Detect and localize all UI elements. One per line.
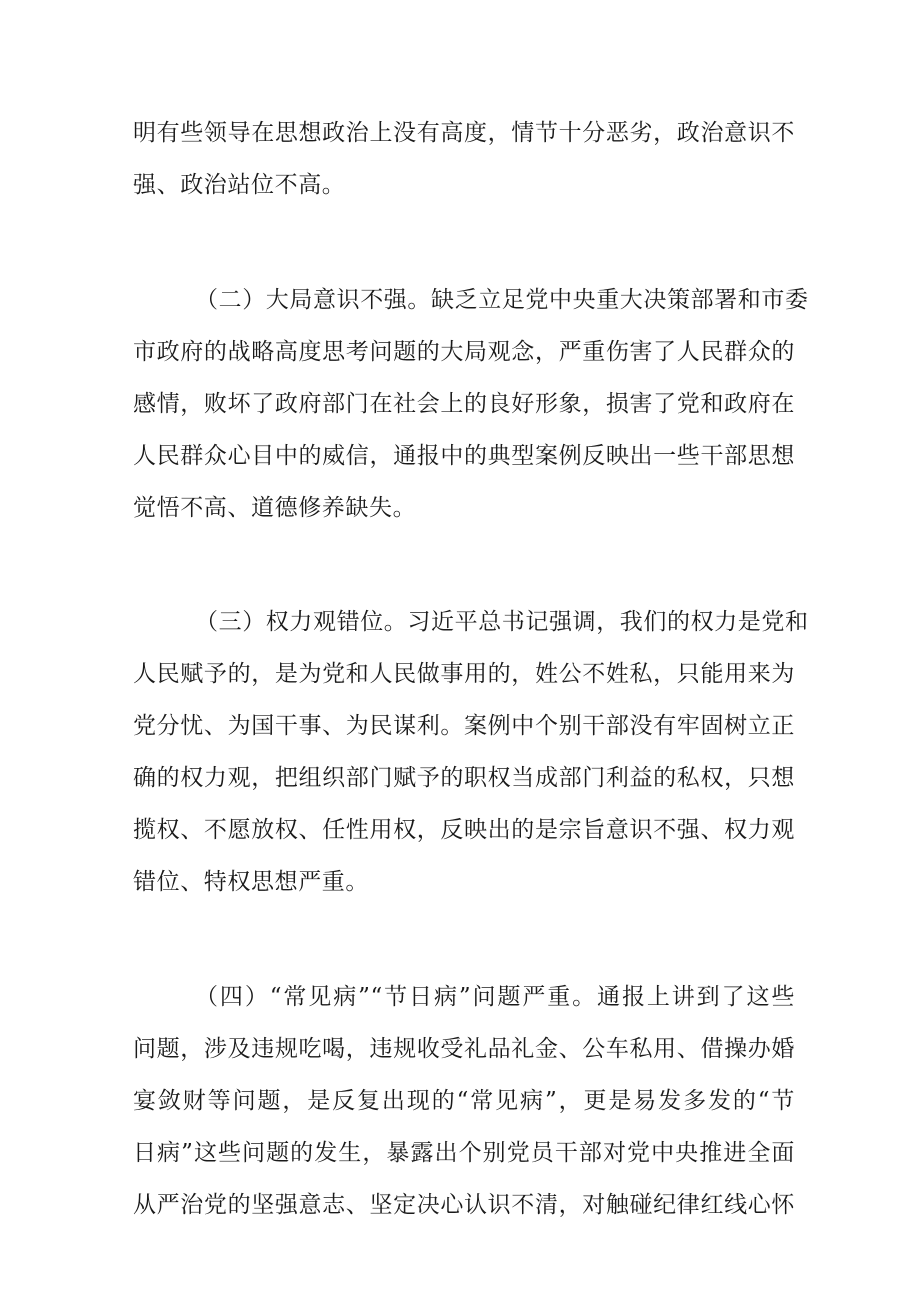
- paragraph-3-line-2: 人民赋予的，是为党和人民做事用的，姓公不姓私，只能用来为: [133, 661, 795, 687]
- paragraph-2-line-5: 觉悟不高、道德修养缺失。: [133, 495, 417, 521]
- paragraph-4-line-1: （四）“常见病”“节日病”问题严重。通报上讲到了这些: [195, 984, 795, 1010]
- paragraph-4-line-4: 日病”这些问题的发生，暴露出个别党员干部对党中央推进全面: [133, 1140, 795, 1166]
- paragraph-1-line-1: 明有些领导在思想政治上没有高度，情节十分恶劣，政治意识不: [133, 120, 795, 146]
- paragraph-3-line-4: 确的权力观，把组织部门赋予的职权当成部门利益的私权，只想: [133, 765, 795, 791]
- paragraph-2-line-3: 感情，败坏了政府部门在社会上的良好形象，损害了党和政府在: [133, 391, 795, 417]
- paragraph-4-line-2: 问题，涉及违规吃喝，违规收受礼品礼金、公车私用、借操办婚: [133, 1036, 795, 1062]
- paragraph-2-line-2: 市政府的战略高度思考问题的大局观念，严重伤害了人民群众的: [133, 339, 795, 365]
- paragraph-3-line-5: 揽权、不愿放权、任性用权，反映出的是宗旨意识不强、权力观: [133, 817, 795, 843]
- paragraph-3-line-6: 错位、特权思想严重。: [133, 869, 369, 895]
- paragraph-3-line-1: （三）权力观错位。习近平总书记强调，我们的权力是党和: [195, 609, 809, 635]
- paragraph-4-line-3: 宴敛财等问题，是反复出现的“常见病”，更是易发多发的“节: [133, 1088, 795, 1114]
- paragraph-2-line-1: （二）大局意识不强。缺乏立足党中央重大决策部署和市委: [195, 287, 809, 313]
- paragraph-1-line-2: 强、政治站位不高。: [133, 172, 346, 198]
- paragraph-4-line-5: 从严治党的坚强意志、坚定决心认识不清，对触碰纪律红线心怀: [133, 1192, 795, 1218]
- paragraph-2-line-4: 人民群众心目中的威信，通报中的典型案例反映出一些干部思想: [133, 443, 795, 469]
- paragraph-3-line-3: 党分忧、为国干事、为民谋利。案例中个别干部没有牢固树立正: [133, 713, 795, 739]
